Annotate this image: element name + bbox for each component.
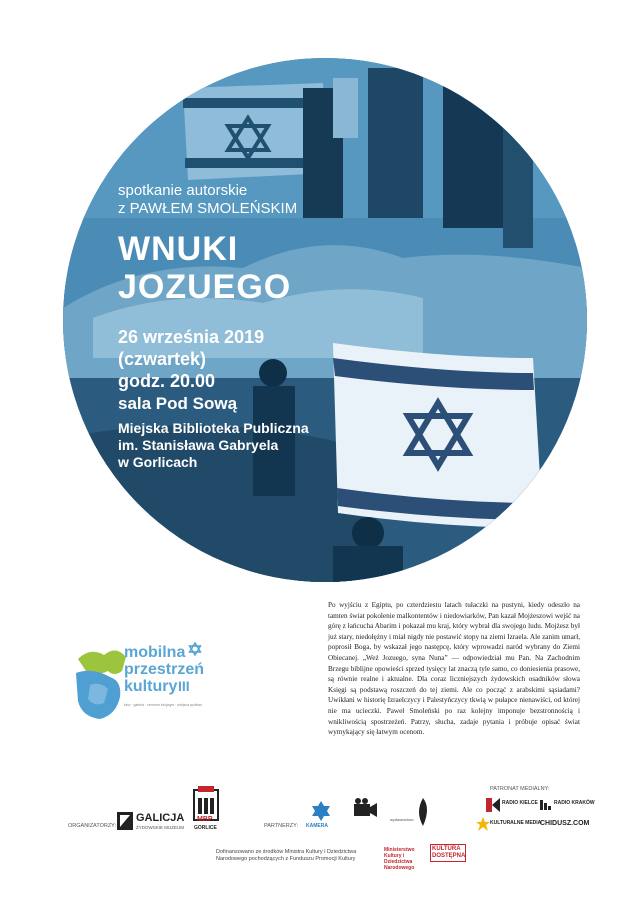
event-library: [118, 420, 309, 471]
funding-note: Dofinansowano ze środków Ministra Kultury i Dziedzictwa Narodowego pochodzących z Funduszu Promocji Kultury: [216, 849, 357, 862]
mbp-logo-text: MBP: [197, 816, 213, 823]
subtitle-line: spotkanie autorskie: [118, 182, 248, 199]
film-festival-icon: [352, 798, 378, 822]
date-line: 26 września 2019: [118, 327, 265, 347]
publisher-icon: [415, 798, 431, 826]
partners-label: PARTNERZY:: [264, 823, 299, 829]
mpk-line: kultury: [124, 678, 178, 695]
title-line: JOZUEGO: [118, 268, 292, 306]
flag-crowd-photo: [63, 58, 587, 582]
star-of-david-icon: [188, 642, 202, 656]
weekday-line: (czwartek): [118, 349, 207, 369]
kulturalne-media-logo: KULTURALNE MEDIA: [490, 820, 542, 826]
galicja-subtitle: ŻYDOWSKIE MUZEUM: [136, 825, 184, 830]
radio-krakow-icon: [540, 800, 552, 810]
time-line: godz. 20.00: [118, 371, 216, 391]
event-photo-circle: [63, 58, 587, 582]
kulturalne-media-star-icon: [476, 817, 490, 831]
ministry-logo: Ministerstwo Kultury i Dziedzictwa Narodowego: [384, 847, 415, 871]
kultura-dostepna-logo: KULTURA DOSTĘPNA: [430, 844, 466, 862]
publisher-text: wydawnictwo: [390, 817, 414, 822]
kamera-star-icon: [310, 800, 332, 822]
radio-kielce-logo: RADIO KIELCE: [502, 800, 538, 806]
event-title: [118, 230, 291, 306]
mbp-gorlice-text: GORLICE: [194, 825, 217, 831]
event-place: sala Pod Sową: [118, 394, 238, 413]
radio-kielce-icon: [486, 798, 500, 812]
mpk-tagline: kino · galeria · centrum inicjatyw · miejsca spotkań: [124, 703, 203, 707]
mpk-line: przestrzeń: [124, 661, 205, 678]
radio-krakow-logo: RADIO KRAKÓW: [554, 800, 595, 806]
subtitle-author: z PAWŁEM SMOLEŃSKIM: [118, 200, 298, 217]
organizers-label: ORGANIZATORZY:: [68, 823, 117, 829]
roman-three-icon: III: [178, 678, 190, 694]
mpk-line: mobilna: [124, 644, 186, 661]
library-line: Miejska Biblioteka Publiczna: [118, 420, 309, 436]
book-description: Po wyjściu z Egiptu, po czterdziestu latach tułaczki na pustyni, kiedy odeszło na tamten świat pokolenie malkontentów i niedowiarków, Pan kazał Mojżeszowi wejść na górę z łańcucha Abarim i pokazał mu kraj, który wybrał dla swojego ludu. Mojżesz był już stary, niedołężny i miał nigdy nie postawić stopy na ziemi Izraela. Ale zanim umarł, poprosił Boga, by wskazał jego następcę, który wprowadzi naród wybrany do Ziemi Obiecanej. „Weź Jozuego, syna Nuna” — odpowiedział mu Pan. Na Zachodnim Brzegu biblijne opowieści sprzed tysięcy lat znaczą tyle samo, co doniesienia prasowe, są równie realne i aktualne. Dla coraz liczniejszych żydowskich osadników słowa Księgi są podstawą roszczeń do tej ziemi. Ale co począć z arabskimi sąsiadami? Uwikłani w historię Izraelczycy i Palestyńczycy tkwią w pułapce nienawiści, od której nie ma ucieczki. Paweł Smoleński po raz kolejny imponuje bezstronnością i wnikliwością spostrzeżeń. Patrzy, słucha, zadaje pytania i próbuje opisać świat wymykający się łatwym ocenom.: [328, 601, 581, 737]
title-line: WNUKI: [118, 230, 239, 268]
mbp-gorlice-logo: [192, 786, 220, 830]
galicja-museum-icon: [117, 812, 133, 830]
chidusz-logo: CHIDUSZ.COM: [540, 820, 590, 827]
library-line: im. Stanisława Gabryela: [118, 437, 279, 453]
library-line: w Gorlicach: [118, 454, 198, 470]
event-subtitle: [118, 182, 297, 218]
galicja-logo: GALICJA: [136, 812, 185, 824]
event-date: [118, 326, 264, 392]
kamera-logo: KAMERA: [306, 823, 328, 829]
media-patron-label: PATRONAT MEDIALNY:: [490, 786, 550, 792]
